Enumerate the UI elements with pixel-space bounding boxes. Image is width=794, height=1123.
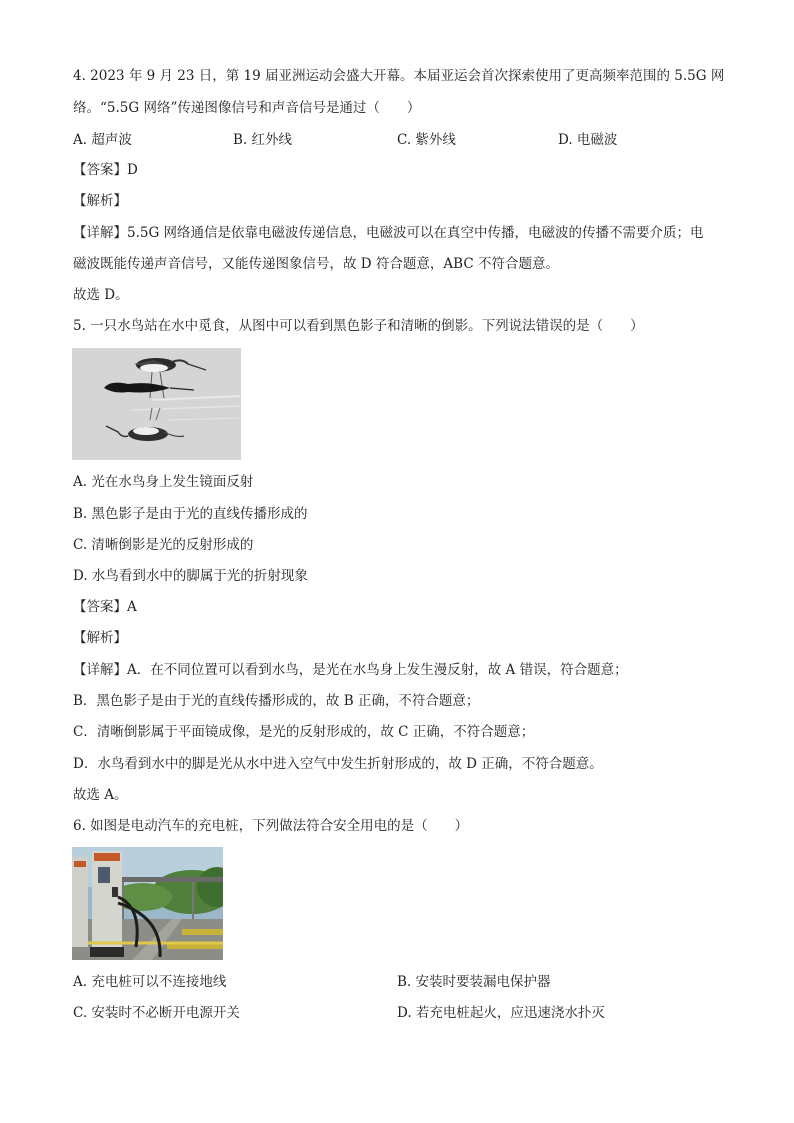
q4-conclusion: 故选 D。 bbox=[73, 287, 129, 303]
q6-option-c: C. 安装时不必断开电源开关 bbox=[73, 1005, 240, 1021]
q4-stem-line2: 络。“5.5G 网络”传递图像信号和声音信号是通过（ ） bbox=[73, 100, 421, 116]
q6-option-b: B. 安装时要装漏电保护器 bbox=[397, 974, 551, 990]
q5-option-a: A. 光在水鸟身上发生镜面反射 bbox=[73, 474, 254, 490]
q5-detail-a: 【详解】A．在不同位置可以看到水鸟，是光在水鸟身上发生漫反射，故 A 错误，符合题意； bbox=[73, 662, 628, 678]
q5-option-c: C. 清晰倒影是光的反射形成的 bbox=[73, 537, 254, 553]
q4-answer: 【答案】D bbox=[73, 162, 138, 178]
q5-detail-b: B．黑色影子是由于光的直线传播形成的，故 B 正确，不符合题意； bbox=[73, 693, 480, 709]
q5-analysis: 【解析】 bbox=[73, 630, 127, 646]
q5-answer: 【答案】A bbox=[73, 599, 137, 615]
q5-detail-c: C．清晰倒影属于平面镜成像，是光的反射形成的，故 C 正确，不符合题意； bbox=[73, 724, 535, 740]
q4-analysis: 【解析】 bbox=[73, 193, 127, 209]
q5-option-d: D. 水鸟看到水中的脚属于光的折射现象 bbox=[73, 568, 308, 584]
q5-stem: 5. 一只水鸟站在水中觅食，从图中可以看到黑色影子和清晰的倒影。下列说法错误的是（ ） bbox=[73, 318, 644, 334]
charging-pile-photo bbox=[72, 847, 223, 960]
q4-stem-line1: 4. 2023 年 9 月 23 日，第 19 届亚洲运动会盛大开幕。本届亚运会首次探索使用了更高频率范围的 5.5G 网 bbox=[73, 68, 725, 84]
q4-detail-line2: 磁波既能传递声音信号，又能传递图象信号，故 D 符合题意，ABC 不符合题意。 bbox=[73, 256, 559, 272]
q5-conclusion: 故选 A。 bbox=[73, 787, 128, 803]
q4-option-b: B. 红外线 bbox=[233, 132, 293, 148]
q6-option-a: A. 充电桩可以不连接地线 bbox=[73, 974, 227, 990]
q4-option-d: D. 电磁波 bbox=[558, 132, 618, 148]
q4-option-c: C. 紫外线 bbox=[397, 132, 456, 148]
q6-option-d: D. 若充电桩起火，应迅速浇水扑灭 bbox=[397, 1005, 605, 1021]
q5-option-b: B. 黑色影子是由于光的直线传播形成的 bbox=[73, 506, 308, 522]
q5-detail-d: D．水鸟看到水中的脚是光从水中进入空气中发生折射形成的，故 D 正确，不符合题意。 bbox=[73, 756, 603, 772]
waterbird-photo bbox=[72, 348, 241, 460]
q4-detail-line1: 【详解】5.5G 网络通信是依靠电磁波传递信息，电磁波可以在真空中传播，电磁波的传播不需要介质；电 bbox=[73, 225, 704, 241]
q4-option-a: A. 超声波 bbox=[73, 132, 132, 148]
q6-stem: 6. 如图是电动汽车的充电桩，下列做法符合安全用电的是（ ） bbox=[73, 818, 469, 834]
